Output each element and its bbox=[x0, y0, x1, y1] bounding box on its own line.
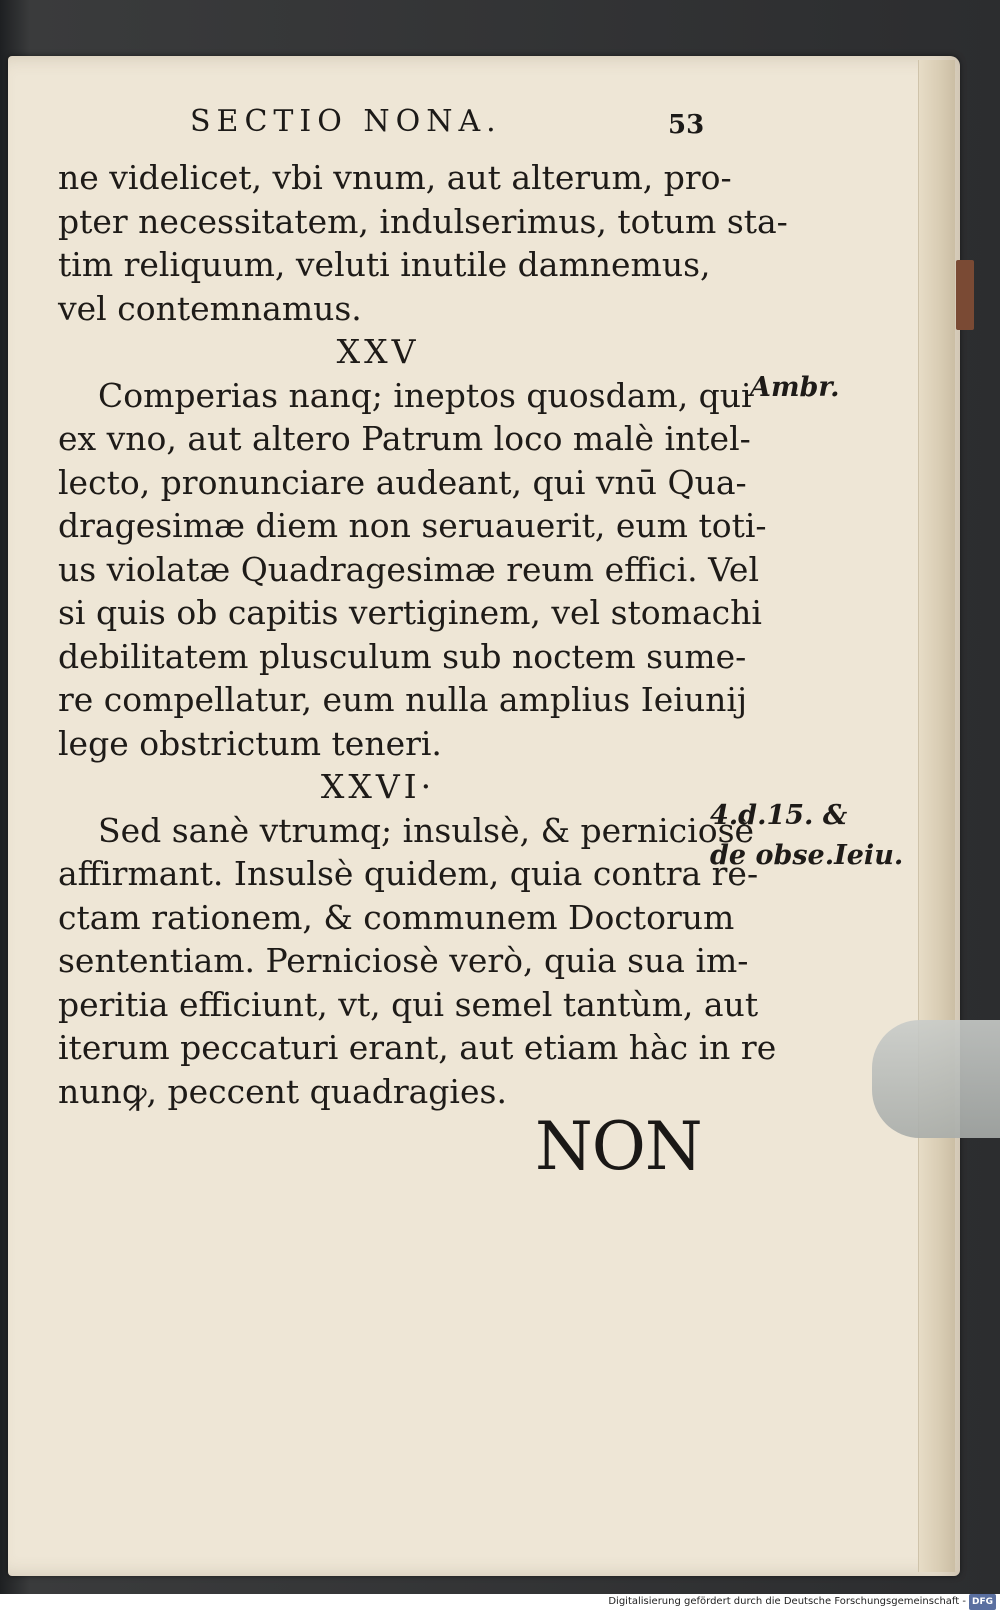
text-line: affirmant. Insulsè quidem, quia contra re- bbox=[58, 854, 759, 893]
page-number: 53 bbox=[668, 110, 705, 140]
text-line: vel contemnamus. bbox=[58, 288, 362, 328]
bookmark-tab bbox=[956, 260, 974, 330]
page-edge bbox=[918, 60, 955, 1572]
text-line: tim reliquum, veluti inutile damnemus, bbox=[58, 245, 711, 284]
text-line: peritia efficiunt, vt, qui semel tantùm, aut bbox=[58, 984, 759, 1024]
margin-note-reference: 4.d.15. & bbox=[710, 800, 848, 831]
text-line: sententiam. Perniciosè verò, quia sua im- bbox=[58, 941, 749, 980]
text-line: lege obstrictum teneri. bbox=[58, 723, 442, 763]
text-line: lecto, pronunciare audeant, qui vnū Qua- bbox=[58, 462, 747, 502]
text-line: ctam rationem, & communem Doctorum bbox=[58, 897, 735, 937]
footer-credit bbox=[608, 1594, 996, 1610]
footer-credit-text: Digitalisierung gefördert durch die Deutsche Forschungsgemeinschaft - bbox=[608, 1596, 966, 1607]
page-clip bbox=[872, 1020, 1000, 1138]
text-line: ne videlicet, vbi vnum, aut alterum, pro- bbox=[58, 158, 732, 197]
text-line: Sed sanè vtrumq; insulsè, & perniciosè bbox=[98, 810, 755, 850]
dfg-logo: DFG bbox=[969, 1594, 996, 1610]
text-line: iterum peccaturi erant, aut etiam hàc in re bbox=[58, 1028, 777, 1067]
section-heading-xxvi: XXVI· bbox=[320, 767, 436, 806]
text-line: si quis ob capitis vertiginem, vel stomachi bbox=[58, 593, 762, 632]
text-line: re compellatur, eum nulla amplius Ieiunij bbox=[58, 680, 748, 719]
margin-note-reference: de obse.Ieiu. bbox=[710, 840, 904, 871]
section-heading-xxv: XXV bbox=[336, 332, 420, 371]
text-line: pter necessitatem, indulserimus, totum sta- bbox=[58, 201, 788, 241]
running-head: SECTIO NONA. bbox=[190, 104, 502, 139]
text-line: us violatæ Quadragesimæ reum effici. Vel bbox=[58, 549, 760, 589]
catchword: NON bbox=[535, 1108, 702, 1185]
text-line: dragesimæ diem non seruauerit, eum toti- bbox=[58, 506, 767, 545]
text-line: nunꝙ, peccent quadragies. bbox=[58, 1071, 507, 1111]
text-line: ex vno, aut altero Patrum loco malè intel- bbox=[58, 419, 751, 458]
footer-bar bbox=[0, 1594, 1000, 1610]
margin-note-ambr: Ambr. bbox=[750, 372, 840, 403]
text-line: Comperias nanq; ineptos quosdam, qui bbox=[98, 375, 752, 415]
text-line: debilitatem plusculum sub noctem sume- bbox=[58, 636, 747, 676]
